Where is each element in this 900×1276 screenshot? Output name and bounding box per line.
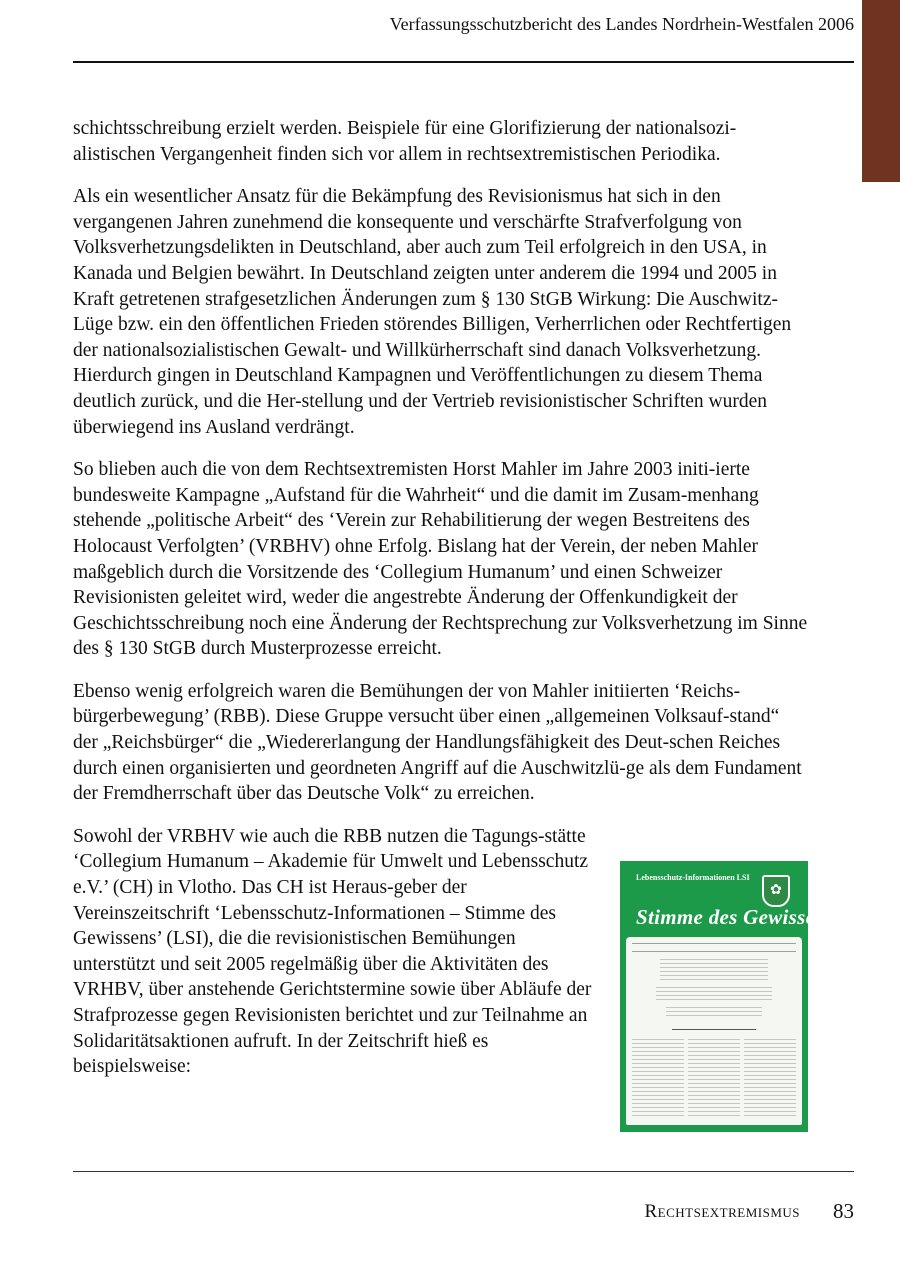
footer-rule (73, 1171, 854, 1172)
cover-small-title: Lebensschutz-Informationen LSI (636, 873, 750, 882)
cover-text-page (626, 937, 802, 1125)
paragraph: schichtsschreibung erzielt werden. Beispiele für eine Glorifizierung der nationalsozi-alistischen Vergangenheit finden sich vor allem in rechtsextremistischen Periodika. (73, 118, 737, 165)
paragraph: Ebenso wenig erfolgreich waren die Bemühungen der von Mahler initiierten ‘Reichs-bürgerbewegung’ (RBB). Diese Gruppe versucht über einen „allgemeinen Volksauf-stand“ der „Reichsbürger“ die „Wiedererlangung der Handlungsfähigkeit des Deut-schen Reiches durch einen organisierten und geordneten Angriff auf die Auschwitzlü-ge als dem Fundament der Fremdherrschaft über das Deutsche Volk“ zu erreichen. (73, 680, 802, 805)
shield-emblem-icon: ✿ (762, 875, 790, 907)
header-rule (73, 61, 854, 63)
paragraph: So blieben auch die von dem Rechtsextremisten Horst Mahler im Jahre 2003 initi-ierte bundesweite Kampagne „Aufstand für die Wahrheit“ und die damit im Zusam-menhang stehende „politische Arbeit“ des ‘Verein zur Rehabilitierung der wegen Bestreitens des Holocaust Verfolgten’ (VRBHV) ohne Erfolg. Bislang hat der Verein, der neben Mahler maßgeblich durch die Vorsitzende des ‘Collegium Humanum’ und einen Schweizer Revisionisten geleitet wird, weder die angestrebte Änderung der Offenkundigkeit der Geschichtsschreibung noch eine Änderung der Rechtsprechung zur Volksverhetzung im Sinne des § 130 StGB durch Musterprozesse erreicht. (73, 459, 808, 660)
chapter-color-tab (862, 0, 900, 182)
cover-big-title: Stimme des Gewissens (636, 905, 836, 929)
running-header: Verfassungsschutzbericht des Landes Nordrhein-Westfalen 2006 (389, 14, 854, 34)
paragraph: Als ein wesentlicher Ansatz für die Bekämpfung des Revisionismus hat sich in den vergangenen Jahren zunehmend die konsequente und verschärfte Strafverfolgung von Volksverhetzungsdelikten in Deutschland, aber auch zum Teil erfolgreich in den USA, in Kanada und Belgien bewährt. In Deutschland zeigten unter anderem die 1994 und 2005 in Kraft getretenen strafgesetzlichen Änderungen zum § 130 StGB Wirkung: Die Auschwitz-Lüge bzw. ein den öffentlichen Frieden störendes Billigen, Verherrlichen oder Rechtfertigen der nationalsozialistischen Gewalt- und Willkürherrschaft sind danach Volksverhetzung. Hierdurch gingen in Deutschland Kampagnen und Veröffentlichungen zu diesem Thema deutlich zurück, und die Her-stellung und der Vertrieb revisionistischer Schriften wurden überwiegend ins Ausland verdrängt. (73, 186, 792, 438)
page-number: 83 (833, 1199, 854, 1223)
section-label: Rechtsextremismus (644, 1201, 800, 1222)
magazine-cover-image (620, 861, 836, 1132)
paragraph: Sowohl der VRBHV wie auch die RBB nutzen die Tagungs-stätte ‘Collegium Humanum – Akademie für Umwelt und Lebensschutz e.V.’ (CH) in Vlotho. Das CH ist Heraus-geber der Vereinszeitschrift ‘Lebensschutz-Informationen – Stimme des Gewissens’ (LSI), die die revisionistischen Bemühungen unterstützt und seit 2005 regelmäßig über die Aktivitäten des VRHBV, über anstehende Gerichtstermine sowie über Abläufe der Strafprozesse gegen Revisionisten berichtet und zur Teilnahme an Solidaritätsaktionen aufruft. In der Zeitschrift hieß es beispielsweise: (73, 825, 592, 1078)
